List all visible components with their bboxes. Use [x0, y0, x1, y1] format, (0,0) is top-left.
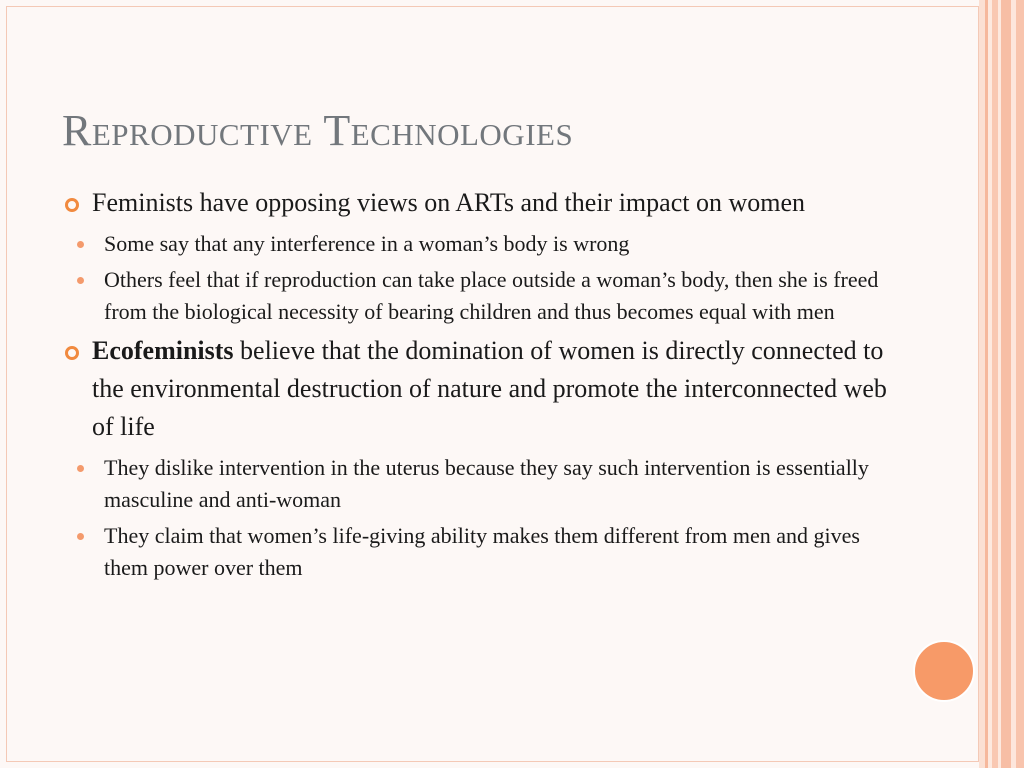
bullet-item [62, 332, 892, 446]
circle-ornament [913, 640, 975, 702]
bullet-item [62, 184, 892, 222]
ring-bullet-icon [65, 198, 79, 212]
dot-bullet-icon [77, 241, 84, 248]
edge-stripe [1016, 0, 1024, 768]
sub-bullet-item [62, 520, 892, 584]
dot-bullet-icon [77, 277, 84, 284]
edge-stripe [1001, 0, 1011, 768]
slide-title: Reproductive Technologies [62, 106, 574, 155]
bullet-bold-term: Ecofeminists [92, 336, 234, 365]
sub-bullet-list [62, 452, 892, 584]
sub-bullet-text: Some say that any interference in a woman’s body is wrong [104, 231, 630, 256]
bullet-text: believe that the domination of women is directly connected to the environmental destruction of nature and promote the interconnected web of life [92, 336, 887, 441]
dot-bullet-icon [77, 533, 84, 540]
sub-bullet-item [62, 228, 892, 260]
sub-bullet-list [62, 228, 892, 328]
bullet-text: Feminists have opposing views on ARTs and their impact on women [92, 188, 805, 217]
sub-bullet-text: They dislike intervention in the uterus because they say such intervention is essentially masculine and anti-woman [104, 455, 869, 512]
sub-bullet-item [62, 452, 892, 516]
sub-bullet-text: They claim that women’s life-giving ability makes them different from men and gives them power over them [104, 523, 860, 580]
dot-bullet-icon [77, 465, 84, 472]
sub-bullet-item [62, 264, 892, 328]
sub-bullet-text: Others feel that if reproduction can take place outside a woman’s body, then she is freed from the biological necessity of bearing children and thus becomes equal with men [104, 267, 879, 324]
slide-body [62, 184, 892, 588]
ring-bullet-icon [65, 346, 79, 360]
